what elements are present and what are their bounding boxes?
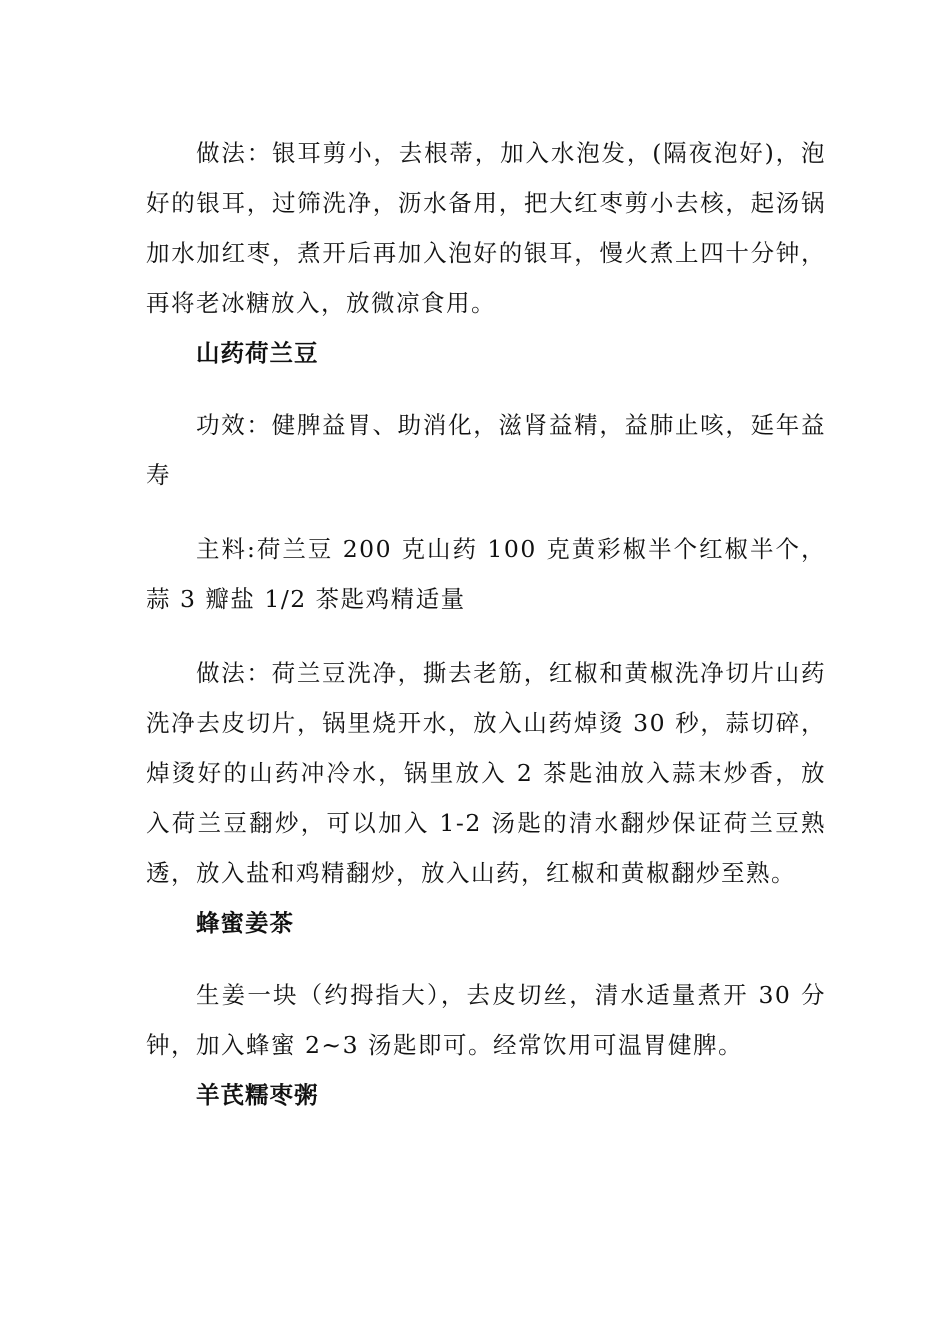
ginger-tea-title: 蜂蜜姜茶: [196, 909, 294, 937]
yam-method-paragraph: 做法：荷兰豆洗净，撕去老筋，红椒和黄椒洗净切片山药洗净去皮切片，锅里烧开水，放入山药焯烫 30 秒，蒜切碎，焯烫好的山药冲冷水，锅里放入 2 茶匙油放入蒜末炒香，放入荷兰豆翻炒，可以加入 1-2 汤匙的清水翻炒保证荷兰豆熟透，放入盐和鸡精翻炒，放入山药，红椒和黄椒翻炒至熟。: [146, 659, 826, 887]
yam-ingredients-paragraph: 主料:荷兰豆 200 克山药 100 克黄彩椒半个红椒半个，蒜 3 瓣盐 1/2 茶匙鸡精适量: [146, 535, 826, 613]
yam-recipe-title: 山药荷兰豆: [196, 339, 319, 367]
document-page: [146, 128, 826, 1120]
tremella-method-paragraph: 做法：银耳剪小，去根蒂，加入水泡发，(隔夜泡好)，泡好的银耳，过筛洗净，沥水备用，把大红枣剪小去核，起汤锅加水加红枣，煮开后再加入泡好的银耳，慢火煮上四十分钟，再将老冰糖放入，放微凉食用。: [146, 139, 826, 317]
yam-effect-paragraph: 功效：健脾益胃、助消化，滋肾益精，益肺止咳，延年益寿: [146, 411, 826, 489]
porridge-title: 羊芪糯枣粥: [196, 1081, 319, 1109]
ginger-tea-paragraph: 生姜一块（约拇指大），去皮切丝，清水适量煮开 30 分钟，加入蜂蜜 2~3 汤匙即可。经常饮用可温胃健脾。: [146, 981, 826, 1059]
